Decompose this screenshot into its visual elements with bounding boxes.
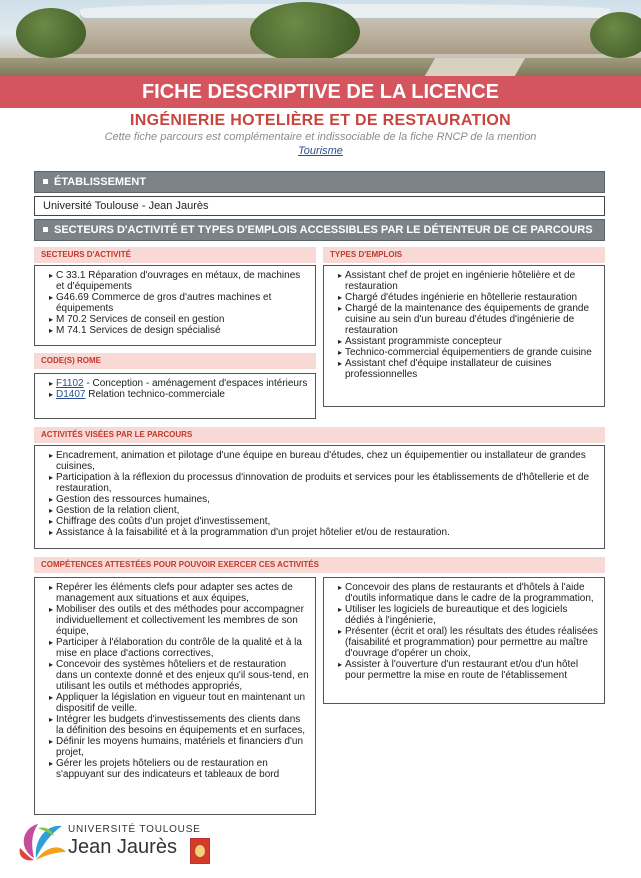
list-item: ▸ Concevoir des plans de restaurants et d'hôtels à l'aide d'outils informatique dans le cadre de la programmation, (338, 582, 599, 604)
list-item: ▸ Assister à l'ouverture d'un restaurant et/ou d'un hôtel pour permettre la mise en route de l'établissement (338, 659, 599, 681)
list-item: ▸ Gestion de la relation client, (49, 505, 599, 516)
bullet-square-icon (43, 227, 48, 232)
list-item: ▸ Chiffrage des coûts d'un projet d'investissement, (49, 516, 599, 527)
list-item: ▸ Assistant chef d'équipe installateur de cuisines professionnelles (338, 358, 599, 380)
rome-code-link[interactable]: F1102 (56, 378, 84, 389)
list-item (49, 378, 310, 389)
list-item: ▸ Gestion des ressources humaines, (49, 494, 599, 505)
list-item: ▸ Intégrer les budgets d'investissements des clients dans la définition des besoins en équipements et en surfaces, (49, 714, 310, 736)
activites-heading: ACTIVITÉS VISÉES PAR LE PARCOURS (34, 427, 605, 443)
list-item: ▸ Assistant chef de projet en ingénierie hôtelière et de restauration (338, 270, 599, 292)
page-title: FICHE DESCRIPTIVE DE LA LICENCE (0, 76, 641, 108)
list-item: ▸ Participation à la réflexion du processus d'innovation de produits et services pour les établissements de d'hôtellerie et de restauration, (49, 472, 599, 494)
section-secteurs-emplois (34, 219, 605, 241)
list-item: ▸ Chargé de la maintenance des équipements de grande cuisine au sein d'un bureau d'études d'ingénierie de restauration (338, 303, 599, 336)
emplois-heading: TYPES D'EMPLOIS (323, 247, 605, 263)
list-item: ▸ Utiliser les logiciels de bureautique et des logiciels dédiés à l'ingénierie, (338, 604, 599, 626)
etablissement-value: Université Toulouse - Jean Jaurès (34, 196, 605, 216)
list-item: ▸ Repérer les éléments clefs pour adapter ses actes de management aux situations et aux équipes, (49, 582, 310, 604)
competences-right-box (323, 577, 605, 704)
list-item: ▸ Mobiliser des outils et des méthodes pour accompagner individuellement et collectivement les membres de son équipe, (49, 604, 310, 637)
complement-note: Cette fiche parcours est complémentaire et indissociable de la fiche RNCP de la mention (104, 131, 537, 143)
list-item: ▸ Participer à l'élaboration du contrôle de la qualité et à la mise en place d'actions correctives, (49, 637, 310, 659)
header-photo (0, 0, 641, 76)
rome-box (34, 373, 316, 419)
competences-heading: COMPÉTENCES ATTESTÉES POUR POUVOIR EXERCER CES ACTIVITÉS (34, 557, 605, 573)
mention-line (0, 145, 641, 157)
list-item: ▸ G46.69 Commerce de gros d'autres machines et équipements (49, 292, 310, 314)
list-item: ▸ Assistant programmiste concepteur (338, 336, 599, 347)
list-item: ▸ Chargé d'études ingénierie en hôtellerie restauration (338, 292, 599, 303)
list-item: ▸ Technico-commercial équipementiers de grande cuisine (338, 347, 599, 358)
list-item: ▸ M 70.2 Services de conseil en gestion (49, 314, 310, 325)
univ-name: Jean Jaurès (68, 836, 177, 858)
rome-code-link[interactable]: D1407 (56, 389, 86, 400)
list-item: ▸ Définir les moyens humains, matériels et financiers d'un projet, (49, 736, 310, 758)
competences-left-box (34, 577, 316, 815)
list-item (49, 389, 310, 400)
list-item: ▸ Gérer les projets hôteliers ou de restauration en s'appuyant sur des indicateurs et tableaux de bord (49, 758, 310, 780)
secteurs-box (34, 265, 316, 346)
activites-box (34, 445, 605, 549)
univ-line: UNIVERSITÉ TOULOUSE (68, 824, 201, 835)
list-item: ▸ Encadrement, animation et pilotage d'une équipe en bureau d'études, chez un équipementier ou installateur de grandes cuisines, (49, 450, 599, 472)
flower-logo-icon (16, 818, 68, 866)
section-label: SECTEURS D'ACTIVITÉ ET TYPES D'EMPLOIS ACCESSIBLES PAR LE DÉTENTEUR DE CE PARCOURS (54, 224, 593, 236)
emplois-box (323, 265, 605, 407)
list-item: ▸ M 74.1 Services de design spécialisé (49, 325, 310, 336)
list-item: ▸ Assistance à la faisabilité et à la programmation d'un projet hôtelier et/ou de restauration. (49, 527, 599, 538)
rome-heading: CODE(S) ROME (34, 353, 316, 369)
list-item: ▸ C 33.1 Réparation d'ouvrages en métaux, de machines et d'équipements (49, 270, 310, 292)
section-label: ÉTABLISSEMENT (54, 176, 147, 188)
secteurs-heading: SECTEURS D'ACTIVITÉ (34, 247, 316, 263)
university-logo (16, 818, 216, 866)
list-item: ▸ Concevoir des systèmes hôteliers et de restauration dans un contexte donné et des enjeux qu'il sous-tend, en utilisant les outils et méthodes appropriés, (49, 659, 310, 692)
rome-text: Relation technico-commerciale (85, 389, 225, 400)
crest-icon (190, 838, 210, 864)
section-etablissement (34, 171, 605, 193)
course-subtitle: INGÉNIERIE HOTELIÈRE ET DE RESTAURATION (130, 112, 511, 129)
mention-link[interactable]: Tourisme (298, 145, 343, 157)
list-item: ▸ Appliquer la législation en vigueur tout en maintenant un dispositif de veille. (49, 692, 310, 714)
bullet-square-icon (43, 179, 48, 184)
rome-text: - Conception - aménagement d'espaces intérieurs (83, 378, 308, 389)
list-item: ▸ Présenter (écrit et oral) les résultats des études réalisées (faisabilité et programmation) pour permettre au maître d'ouvrage d'opérer un choix, (338, 626, 599, 659)
